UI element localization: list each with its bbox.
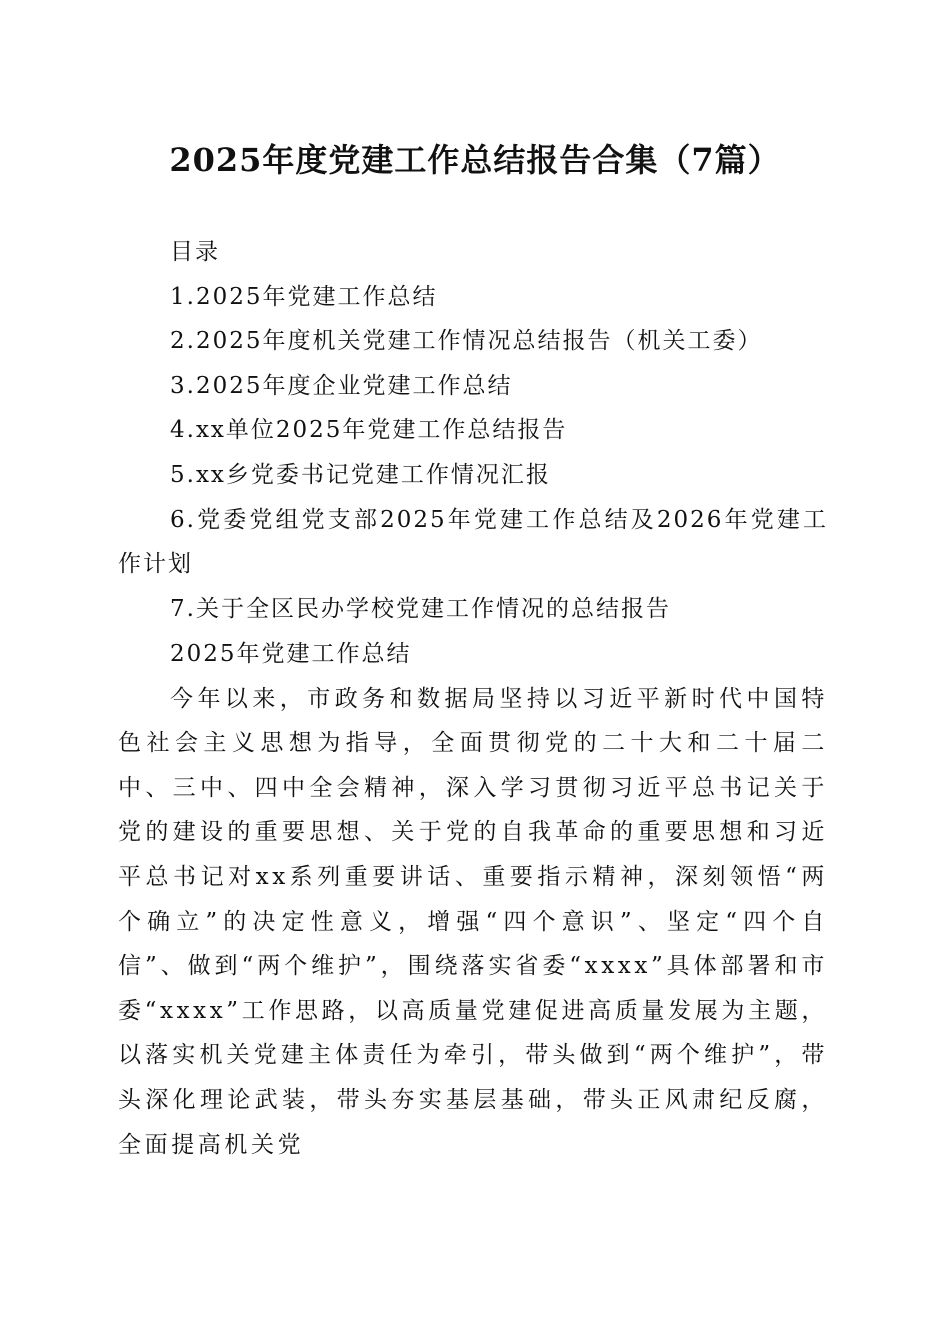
toc-item: 4.xx单位2025年党建工作总结报告 xyxy=(170,417,568,444)
toc-item: 7.关于全区民办学校党建工作情况的总结报告 xyxy=(170,595,671,622)
body-paragraph: 今年以来，市政务和数据局坚持以习近平新时代中国特色社会主义思想为指导，全面贯彻党的二十大和二十届二中、三中、四中全会精神，深入学习贯彻习近平总书记关于党的建设的重要思想、关于党的自我革命的重要思想和习近平总书记对xx系列重要讲话、重要指示精神，深刻领悟“两个确立”的决定性意义，增强“四个意识”、坚定“四个自信”、做到“两个维护”，围绕落实省委“xxxx”具体部署和市委“xxxx”工作思路，以高质量党建促进高质量发展为主题，以落实机关党建主体责任为牵引，带头做到“两个维护”，带头深化理论武装，带头夯实基层基础，带头正风肃纪反腐，全面提高机关党 xyxy=(118,685,828,1158)
toc-item: 2.2025年度机关党建工作情况总结报告（机关工委） xyxy=(170,328,763,355)
table-of-contents xyxy=(118,230,828,631)
toc-item: 6.党委党组党支部2025年党建工作总结及2026年党建工作计划 xyxy=(118,506,828,578)
body-section xyxy=(118,632,828,1167)
toc-item: 1.2025年党建工作总结 xyxy=(170,283,438,310)
section-title: 2025年党建工作总结 xyxy=(170,641,412,667)
document-title: 2025年度党建工作总结报告合集（7篇） xyxy=(169,141,781,179)
toc-item: 3.2025年度企业党建工作总结 xyxy=(170,372,513,399)
toc-heading: 目录 xyxy=(170,239,220,265)
toc-item: 5.xx乡党委书记党建工作情况汇报 xyxy=(170,461,551,488)
